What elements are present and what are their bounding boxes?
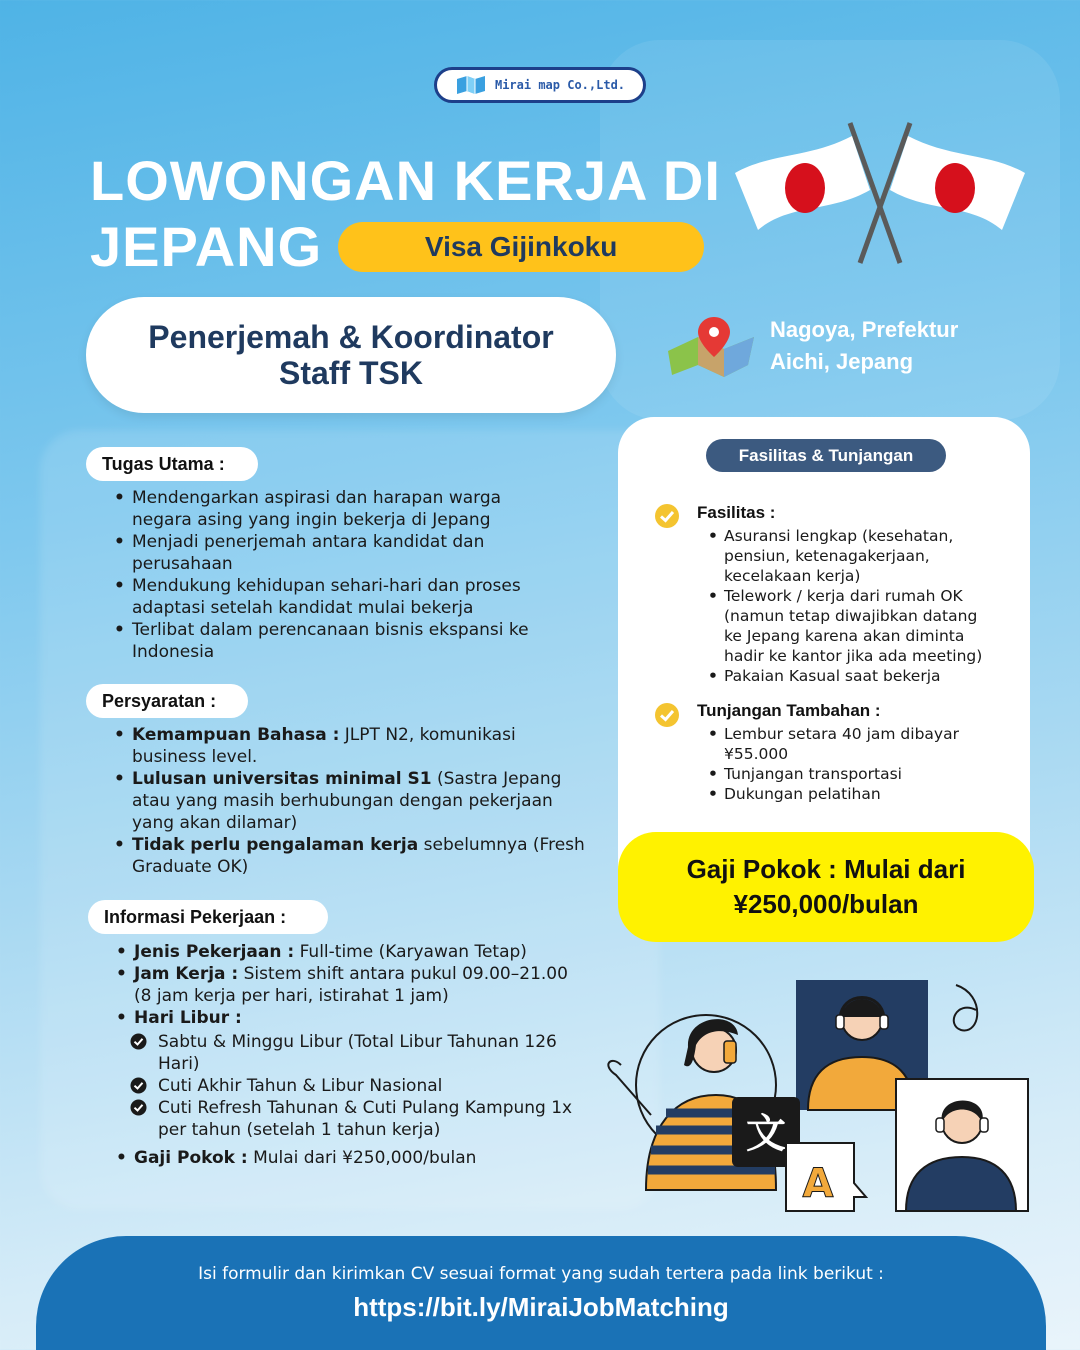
- headline-line2: JEPANG: [90, 215, 323, 278]
- check-circle-icon: [130, 1033, 147, 1050]
- list-item: • Jam Kerja : Sistem shift antara pukul 09.00–21.00 (8 jam kerja per hari, istirahat 1 jam): [116, 963, 596, 1007]
- list-item: • Pakaian Kasual saat bekerja: [706, 666, 1006, 686]
- list-item: • Jenis Pekerjaan : Full-time (Karyawan Tetap): [116, 941, 596, 963]
- kanji-glyph: 文: [746, 1111, 786, 1157]
- list-item: • Gaji Pokok : Mulai dari ¥250,000/bulan: [116, 1147, 596, 1169]
- salary-badge: [618, 832, 1034, 942]
- application-link[interactable]: https://bit.ly/MiraiJobMatching: [353, 1292, 729, 1322]
- salary-line1: Gaji Pokok : Mulai dari: [686, 854, 966, 884]
- fasilitas-list: [706, 526, 1006, 686]
- location-line1: Nagoya, Prefektur: [770, 317, 959, 342]
- job-title-line1: Penerjemah & Koordinator: [148, 319, 554, 355]
- check-badge-icon: [654, 503, 680, 529]
- fasilitas-title: Fasilitas :: [697, 503, 776, 522]
- list-item: • Lulusan universitas minimal S1 (Sastra Jepang atau yang masih berhubungan dengan pekerjaan yang akan dilamar): [114, 768, 594, 834]
- tunjangan-title: Tunjangan Tambahan :: [697, 701, 881, 720]
- list-item: • Telework / kerja dari rumah OK (namun tetap diwajibkan datang ke Jepang karena akan diminta hadir ke kantor jika ada meeting): [706, 586, 1006, 666]
- footer-instruction: Isi formulir dan kirimkan CV sesuai format yang sudah tertera pada link berikut :: [198, 1264, 884, 1284]
- job-title-line2: Staff TSK: [279, 355, 423, 391]
- job-title-card: [86, 297, 616, 413]
- facilities-heading: Fasilitas & Tunjangan: [706, 439, 946, 472]
- list-item: Cuti Akhir Tahun & Libur Nasional: [130, 1075, 596, 1097]
- location-line2: Aichi, Jepang: [770, 349, 914, 374]
- list-item: • Hari Libur :: [116, 1007, 596, 1029]
- visa-badge: Visa Gijinkoku: [338, 222, 704, 272]
- logo-text: Mirai map Co.,Ltd.: [494, 78, 626, 92]
- list-item: • Asuransi lengkap (kesehatan, pensiun, ketenagakerjaan, kecelakaan kerja): [706, 526, 1006, 586]
- tugas-utama-heading: Tugas Utama :: [86, 447, 258, 481]
- japan-flags-icon: [730, 118, 1030, 268]
- list-item: • Lembur setara 40 jam dibayar ¥55.000: [706, 724, 1006, 764]
- map-pin-icon: [668, 315, 754, 377]
- latin-glyph: A: [802, 1161, 834, 1207]
- list-item: Cuti Refresh Tahunan & Cuti Pulang Kampung 1x per tahun (setelah 1 tahun kerja): [130, 1097, 596, 1141]
- informasi-list: [116, 941, 596, 1169]
- list-item: • Menjadi penerjemah antara kandidat dan perusahaan: [114, 531, 594, 575]
- list-item: • Mendengarkan aspirasi dan harapan warga negara asing yang ingin bekerja di Jepang: [114, 487, 594, 531]
- list-item: • Tunjangan transportasi: [706, 764, 1006, 784]
- salary-line2: ¥250,000/bulan: [733, 889, 919, 919]
- tugas-list: [114, 487, 594, 663]
- check-circle-icon: [130, 1099, 147, 1116]
- map-logo-icon: [455, 75, 487, 95]
- footer: [36, 1236, 1046, 1350]
- tunjangan-list: [706, 724, 1006, 804]
- check-badge-icon: [654, 702, 680, 728]
- translator-illustration: [596, 975, 1066, 1215]
- informasi-heading: Informasi Pekerjaan :: [88, 900, 328, 934]
- persyaratan-heading: Persyaratan :: [86, 684, 248, 718]
- check-circle-icon: [130, 1077, 147, 1094]
- headline-line1: LOWONGAN KERJA DI: [90, 149, 721, 212]
- list-item: • Terlibat dalam perencanaan bisnis ekspansi ke Indonesia: [114, 619, 594, 663]
- list-item: • Tidak perlu pengalaman kerja sebelumnya (Fresh Graduate OK): [114, 834, 594, 878]
- list-item: Sabtu & Minggu Libur (Total Libur Tahunan 126 Hari): [130, 1031, 596, 1075]
- company-logo: [434, 67, 646, 103]
- location: [668, 314, 958, 378]
- persyaratan-list: [114, 724, 594, 878]
- list-item: • Mendukung kehidupan sehari-hari dan proses adaptasi setelah kandidat mulai bekerja: [114, 575, 594, 619]
- headline: [90, 148, 721, 280]
- list-item: • Dukungan pelatihan: [706, 784, 1006, 804]
- list-item: • Kemampuan Bahasa : JLPT N2, komunikasi business level.: [114, 724, 594, 768]
